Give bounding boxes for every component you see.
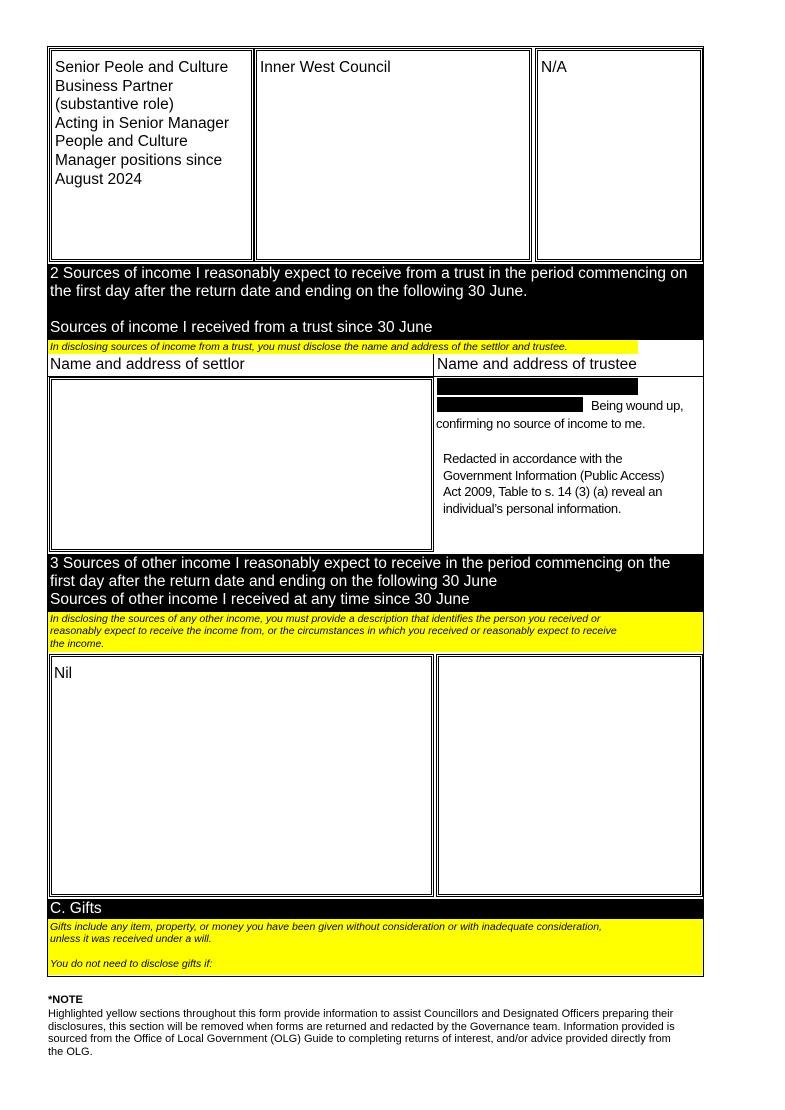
redaction-notice-line: Redacted in accordance with the bbox=[443, 451, 623, 466]
note-heading: *NOTE bbox=[48, 994, 83, 1006]
other-income-right-cell bbox=[436, 654, 703, 897]
section-3-guidance-line: the income. bbox=[50, 637, 105, 650]
position-line: Business Partner bbox=[55, 77, 174, 95]
section-2-guidance bbox=[48, 340, 638, 354]
settlor-header: Name and address of settlor bbox=[50, 356, 245, 373]
redaction-notice-line: individual’s personal information. bbox=[443, 500, 622, 516]
position-line: Senior Peole and Culture bbox=[55, 59, 229, 76]
section-2-heading bbox=[48, 264, 703, 340]
other-income-value: Nil bbox=[54, 665, 73, 682]
redaction-notice-line: Act 2009, Table to s. 14 (3) (a) reveal an bbox=[443, 484, 663, 499]
gifts-heading: C. Gifts bbox=[48, 899, 703, 919]
gifts-guidance bbox=[48, 919, 703, 975]
header-divider bbox=[433, 354, 434, 378]
section-3-heading-line: Sources of other income I received at any time since 30 June bbox=[50, 591, 470, 608]
section-3-heading bbox=[48, 554, 703, 612]
organisation-cell bbox=[254, 48, 532, 262]
third-column-value: N/A bbox=[541, 59, 567, 76]
third-column-cell bbox=[535, 48, 703, 262]
section-3-guidance-line: reasonably expect to receive the income from, or the circumstances in which you received or reasonably expect to receive bbox=[50, 625, 617, 638]
redaction-notice bbox=[443, 451, 701, 517]
position-text bbox=[52, 51, 251, 189]
other-income-left-cell bbox=[49, 654, 434, 897]
section-2-heading-line: the first day after the return date and ending on the following 30 June. bbox=[50, 283, 528, 300]
section-3-heading-line: first day after the return date and ending on the following 30 June bbox=[50, 573, 498, 590]
position-line: (substantive role) bbox=[55, 96, 174, 114]
section-2-guidance-text: In disclosing sources of income from a trust, you must disclose the name and address of the settlor and trustee. bbox=[50, 341, 568, 353]
gifts-guidance-line: Gifts include any item, property, or money you have been given without consideration or with inadequate consideration, bbox=[50, 921, 602, 933]
note-line: Highlighted yellow sections throughout this form provide information to assist Councillors and Designated Officers preparing their bbox=[48, 1008, 674, 1020]
section-3-guidance-line: In disclosing the sources of any other income, you must provide a description that identifies the person you received or bbox=[50, 613, 601, 625]
redaction-bar bbox=[437, 397, 583, 412]
gifts-guidance-line: unless it was received under a will. bbox=[50, 933, 212, 946]
settlor-cell bbox=[49, 377, 434, 552]
position-cell bbox=[49, 48, 254, 262]
note-line: the OLG. bbox=[48, 1045, 93, 1058]
redaction-notice-line: Government Information (Public Access) bbox=[443, 467, 665, 483]
trustee-status: Being wound up, bbox=[591, 398, 684, 413]
note-body bbox=[48, 1008, 738, 1058]
section-3-guidance bbox=[48, 612, 703, 652]
trustee-status-detail: confirming no source of income to me. bbox=[436, 416, 646, 431]
section-3-heading-line: 3 Sources of other income I reasonably expect to receive in the period commencing on the bbox=[50, 555, 671, 572]
trustee-header: Name and address of trustee bbox=[437, 356, 637, 373]
note-line: sourced from the Office of Local Government (OLG) Guide to completing returns of interest, and/or advice provided directly from bbox=[48, 1033, 671, 1046]
section-2-heading-line: Sources of income I received from a trust since 30 June bbox=[50, 319, 433, 336]
section-2-heading-line: 2 Sources of income I reasonably expect to receive from a trust in the period commencing on bbox=[50, 265, 688, 282]
position-line: Acting in Senior Manager bbox=[55, 114, 230, 132]
position-line: August 2024 bbox=[55, 170, 143, 188]
position-line: People and Culture bbox=[55, 133, 188, 151]
redaction-bar bbox=[437, 378, 638, 395]
gifts-guidance-line: You do not need to disclose gifts if: bbox=[50, 957, 213, 970]
position-line: Manager positions since bbox=[55, 151, 223, 169]
organisation-name: Inner West Council bbox=[260, 59, 391, 76]
note-line: disclosures, this section will be removed when forms are returned and redacted by the Governance team. Information provided is bbox=[48, 1020, 675, 1033]
